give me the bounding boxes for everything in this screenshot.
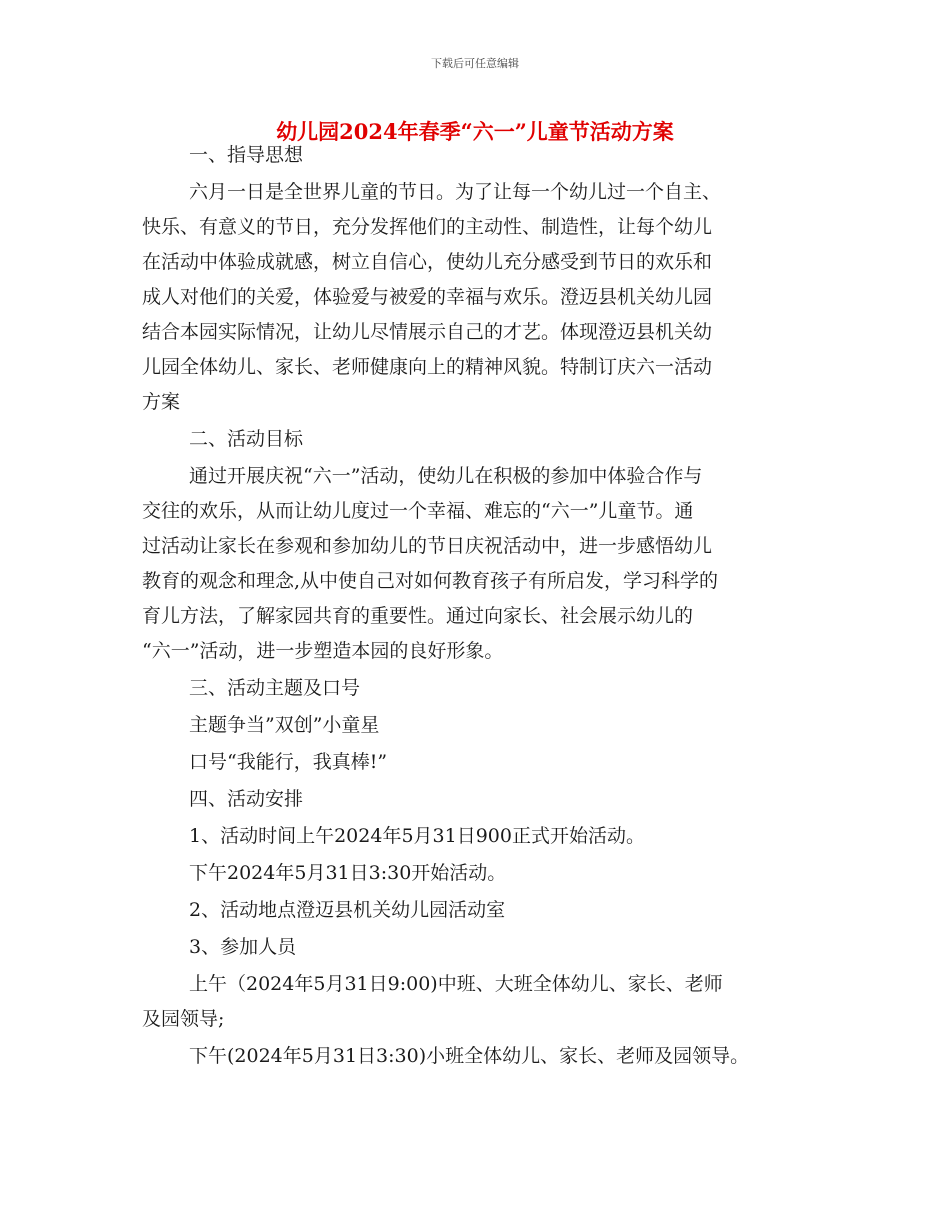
paragraph-line: 交往的欢乐，从而让幼儿度过一个幸福、难忘的“六一”儿童节。通 (142, 500, 694, 522)
slogan-line: 口号“我能行，我真棒!” (189, 751, 388, 773)
paragraph-line: 在活动中体验成就感，树立自信心，使幼儿充分感受到节日的欢乐和 (142, 251, 713, 273)
arrangement-item-time: 1、活动时间上午2024年5月31日900正式开始活动。 (189, 825, 645, 847)
section-heading-arrangement: 四、活动安排 (189, 788, 304, 810)
paragraph-line: 六月一日是全世界儿童的节日。为了让每一个幼儿过一个自主、 (189, 181, 722, 203)
participants-morning-line: 上午（2024年5月31日9:00)中班、大班全体幼儿、家长、老师 (189, 973, 723, 995)
document-title: 幼儿园2024年春季“六一”儿童节活动方案 (276, 119, 674, 144)
arrangement-item-participants: 3、参加人员 (189, 936, 297, 958)
paragraph-line: 结合本园实际情况，让幼儿尽情展示自己的才艺。体现澄迈县机关幼 (142, 321, 713, 343)
section-heading-objectives: 二、活动目标 (189, 428, 304, 450)
document-body (142, 138, 822, 1074)
paragraph-line: “六一”活动，进一步塑造本园的良好形象。 (142, 640, 504, 662)
arrangement-item-time-afternoon: 下午2024年5月31日3:30开始活动。 (189, 862, 507, 884)
theme-line: 主题争当”双创”小童星 (189, 714, 380, 736)
section-heading-guiding-thought: 一、指导思想 (189, 144, 304, 166)
participants-morning-line: 及园领导; (142, 1008, 225, 1030)
paragraph-line: 通过开展庆祝“六一”活动，使幼儿在积极的参加中体验合作与 (189, 465, 703, 487)
section-heading-theme-slogan: 三、活动主题及口号 (189, 677, 361, 699)
arrangement-item-location: 2、活动地点澄迈县机关幼儿园活动室 (189, 899, 506, 921)
paragraph-line: 成人对他们的关爱，体验爱与被爱的幸福与欢乐。澄迈县机关幼儿园 (142, 286, 713, 308)
page-header-note: 下载后可任意编辑 (431, 57, 519, 70)
paragraph-line: 快乐、有意义的节日，充分发挥他们的主动性、制造性，让每个幼儿 (142, 216, 713, 238)
participants-afternoon-line: 下午(2024年5月31日3:30)小班全体幼儿、家长、老师及园领导。 (189, 1045, 750, 1067)
paragraph-line: 过活动让家长在参观和参加幼儿的节日庆祝活动中，进一步感悟幼儿 (142, 535, 713, 557)
paragraph-line: 教育的观念和理念,从中使自己对如何教育孩子有所启发，学习科学的 (142, 570, 719, 592)
paragraph-line: 儿园全体幼儿、家长、老师健康向上的精神风貌。特制订庆六一活动 (142, 356, 713, 378)
paragraph-line: 方案 (142, 391, 181, 413)
paragraph-line: 育儿方法，了解家园共育的重要性。通过向家长、社会展示幼儿的 (142, 605, 694, 627)
